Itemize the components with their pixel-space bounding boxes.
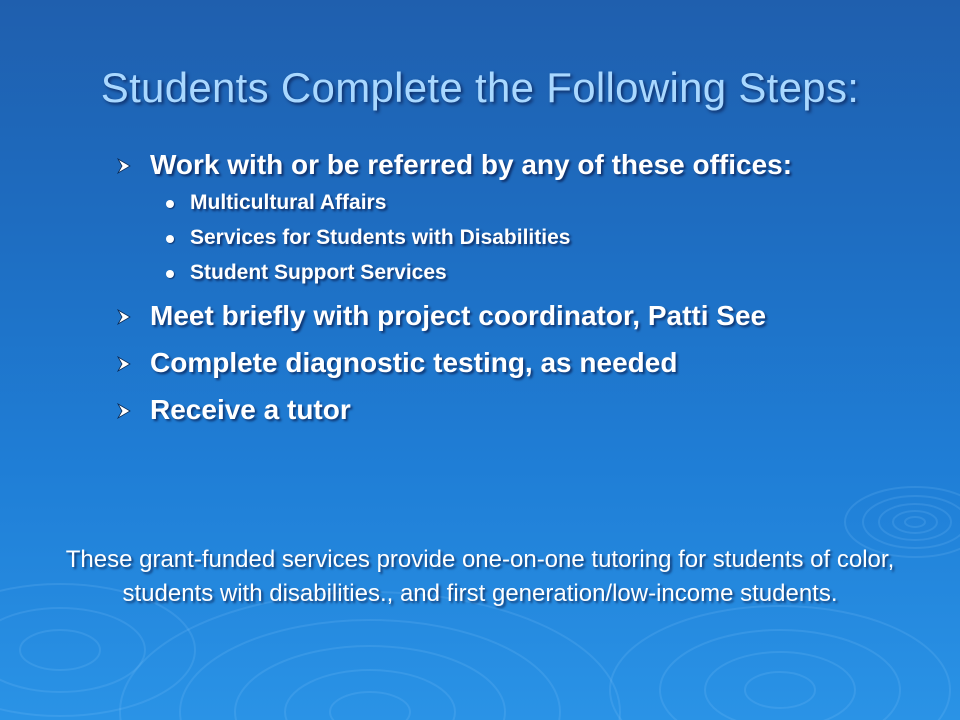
- slide-title: Students Complete the Following Steps:: [100, 64, 860, 111]
- round-dot-bullet-icon: [166, 235, 174, 243]
- arrowhead-bullet-icon: [116, 158, 132, 174]
- steps-list: [112, 148, 812, 440]
- arrowhead-bullet-icon: [116, 356, 132, 372]
- office-item: [154, 191, 812, 215]
- office-text: Multicultural Affairs: [190, 191, 387, 214]
- office-item: [154, 226, 812, 250]
- step-text: Receive a tutor: [150, 394, 351, 425]
- step-item: [112, 148, 812, 285]
- office-text: Services for Students with Disabilities: [190, 226, 571, 249]
- step-item: [112, 346, 812, 379]
- footnote-text: These grant-funded services provide one-on-one tutoring for students of color, students with disabilities., and first generation/low-income students.: [65, 546, 895, 607]
- step-item: [112, 393, 812, 426]
- arrowhead-bullet-icon: [116, 403, 132, 419]
- step-text: Work with or be referred by any of these offices:: [150, 149, 793, 180]
- office-item: [154, 261, 812, 285]
- offices-list: [154, 191, 812, 285]
- arrowhead-bullet-icon: [116, 309, 132, 325]
- round-dot-bullet-icon: [166, 200, 174, 208]
- office-text: Student Support Services: [190, 261, 447, 284]
- round-dot-bullet-icon: [166, 270, 174, 278]
- step-item: [112, 299, 812, 332]
- step-text: Meet briefly with project coordinator, Patti See: [150, 300, 767, 331]
- step-text: Complete diagnostic testing, as needed: [150, 347, 678, 378]
